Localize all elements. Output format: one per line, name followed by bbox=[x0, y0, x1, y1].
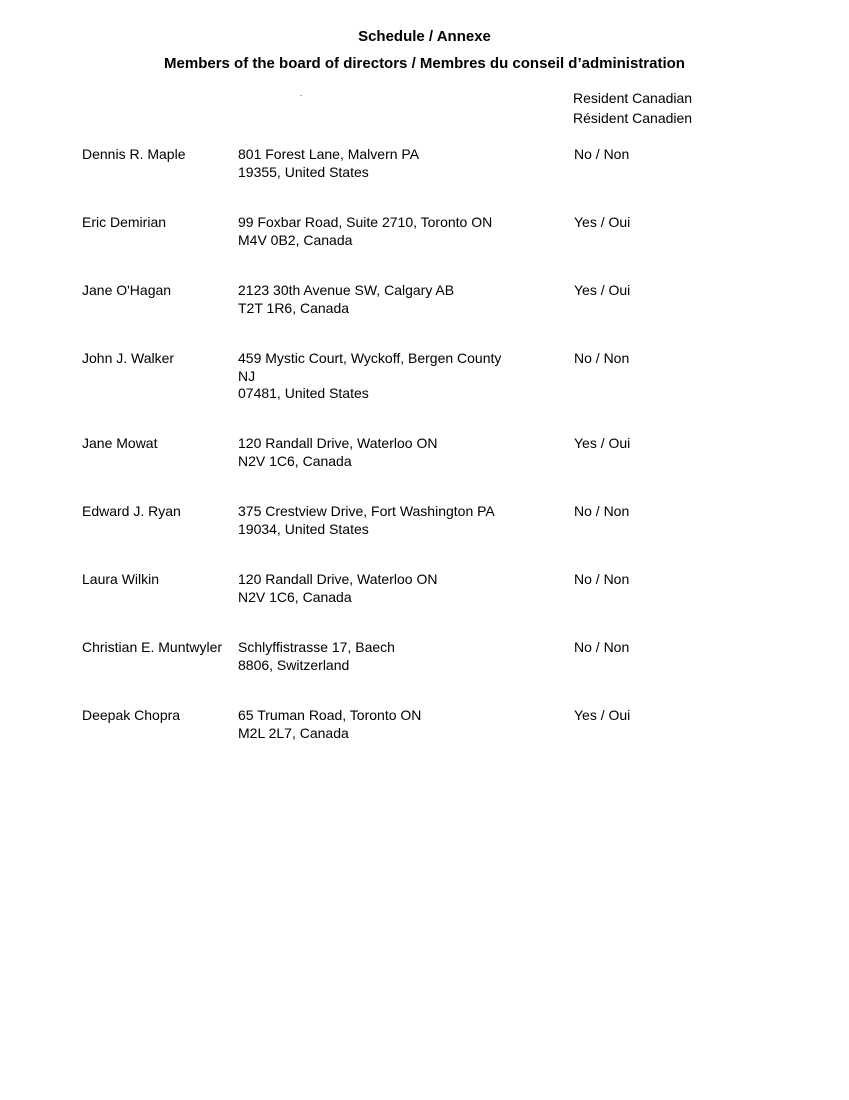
address-line: 19034, United States bbox=[238, 520, 369, 537]
director-name: Jane O'Hagan bbox=[82, 282, 172, 298]
director-name: John J. Walker bbox=[82, 350, 175, 366]
address-line: 2123 30th Avenue SW, Calgary AB bbox=[238, 282, 455, 298]
resident-status: Yes / Oui bbox=[574, 282, 631, 298]
director-address bbox=[238, 350, 501, 403]
address-line: N2V 1C6, Canada bbox=[238, 588, 352, 605]
address-line: 120 Randall Drive, Waterloo ON bbox=[238, 435, 438, 451]
resident-status: Yes / Oui bbox=[574, 435, 631, 451]
address-line: 99 Foxbar Road, Suite 2710, Toronto ON bbox=[238, 214, 493, 230]
stray-mark: . bbox=[300, 89, 303, 98]
director-name: Deepak Chopra bbox=[82, 707, 181, 723]
address-line: 801 Forest Lane, Malvern PA bbox=[238, 146, 420, 162]
resident-header-french: Résident Canadien bbox=[573, 110, 693, 126]
resident-column-header bbox=[573, 88, 692, 128]
address-line: 120 Randall Drive, Waterloo ON bbox=[238, 571, 438, 587]
director-address bbox=[238, 282, 454, 317]
director-name: Laura Wilkin bbox=[82, 571, 160, 587]
director-address bbox=[238, 571, 437, 606]
address-line: T2T 1R6, Canada bbox=[238, 299, 350, 316]
resident-status: Yes / Oui bbox=[574, 707, 631, 723]
address-line: 19355, United States bbox=[238, 163, 369, 180]
director-name: Jane Mowat bbox=[82, 435, 158, 451]
resident-status: No / Non bbox=[574, 639, 630, 655]
director-address bbox=[238, 435, 437, 470]
resident-status: No / Non bbox=[574, 146, 630, 162]
address-line: Schlyffistrasse 17, Baech bbox=[238, 639, 395, 655]
director-address bbox=[238, 639, 395, 674]
address-line: 07481, United States bbox=[238, 385, 369, 401]
director-name: Christian E. Muntwyler bbox=[82, 639, 223, 655]
resident-status: No / Non bbox=[574, 350, 630, 366]
address-line: N2V 1C6, Canada bbox=[238, 452, 352, 469]
resident-status: No / Non bbox=[574, 503, 630, 519]
resident-status: Yes / Oui bbox=[574, 214, 631, 230]
director-address bbox=[238, 146, 419, 181]
resident-status: No / Non bbox=[574, 571, 630, 587]
resident-header-english: Resident Canadian bbox=[573, 90, 693, 106]
document-subtitle: Members of the board of directors / Membres du conseil d’administration bbox=[164, 55, 685, 72]
address-line: M4V 0B2, Canada bbox=[238, 231, 353, 248]
document-title: Schedule / Annexe bbox=[358, 28, 491, 45]
director-address bbox=[238, 503, 495, 538]
address-line: 8806, Switzerland bbox=[238, 656, 350, 673]
address-line: 459 Mystic Court, Wyckoff, Bergen County bbox=[238, 350, 502, 366]
director-address bbox=[238, 707, 421, 742]
director-name: Edward J. Ryan bbox=[82, 503, 181, 519]
address-line: NJ bbox=[238, 367, 256, 384]
address-line: M2L 2L7, Canada bbox=[238, 724, 349, 741]
address-line: 375 Crestview Drive, Fort Washington PA bbox=[238, 503, 495, 519]
director-name: Eric Demirian bbox=[82, 214, 167, 230]
address-line: 65 Truman Road, Toronto ON bbox=[238, 707, 422, 723]
director-name: Dennis R. Maple bbox=[82, 146, 186, 162]
director-address bbox=[238, 214, 492, 249]
